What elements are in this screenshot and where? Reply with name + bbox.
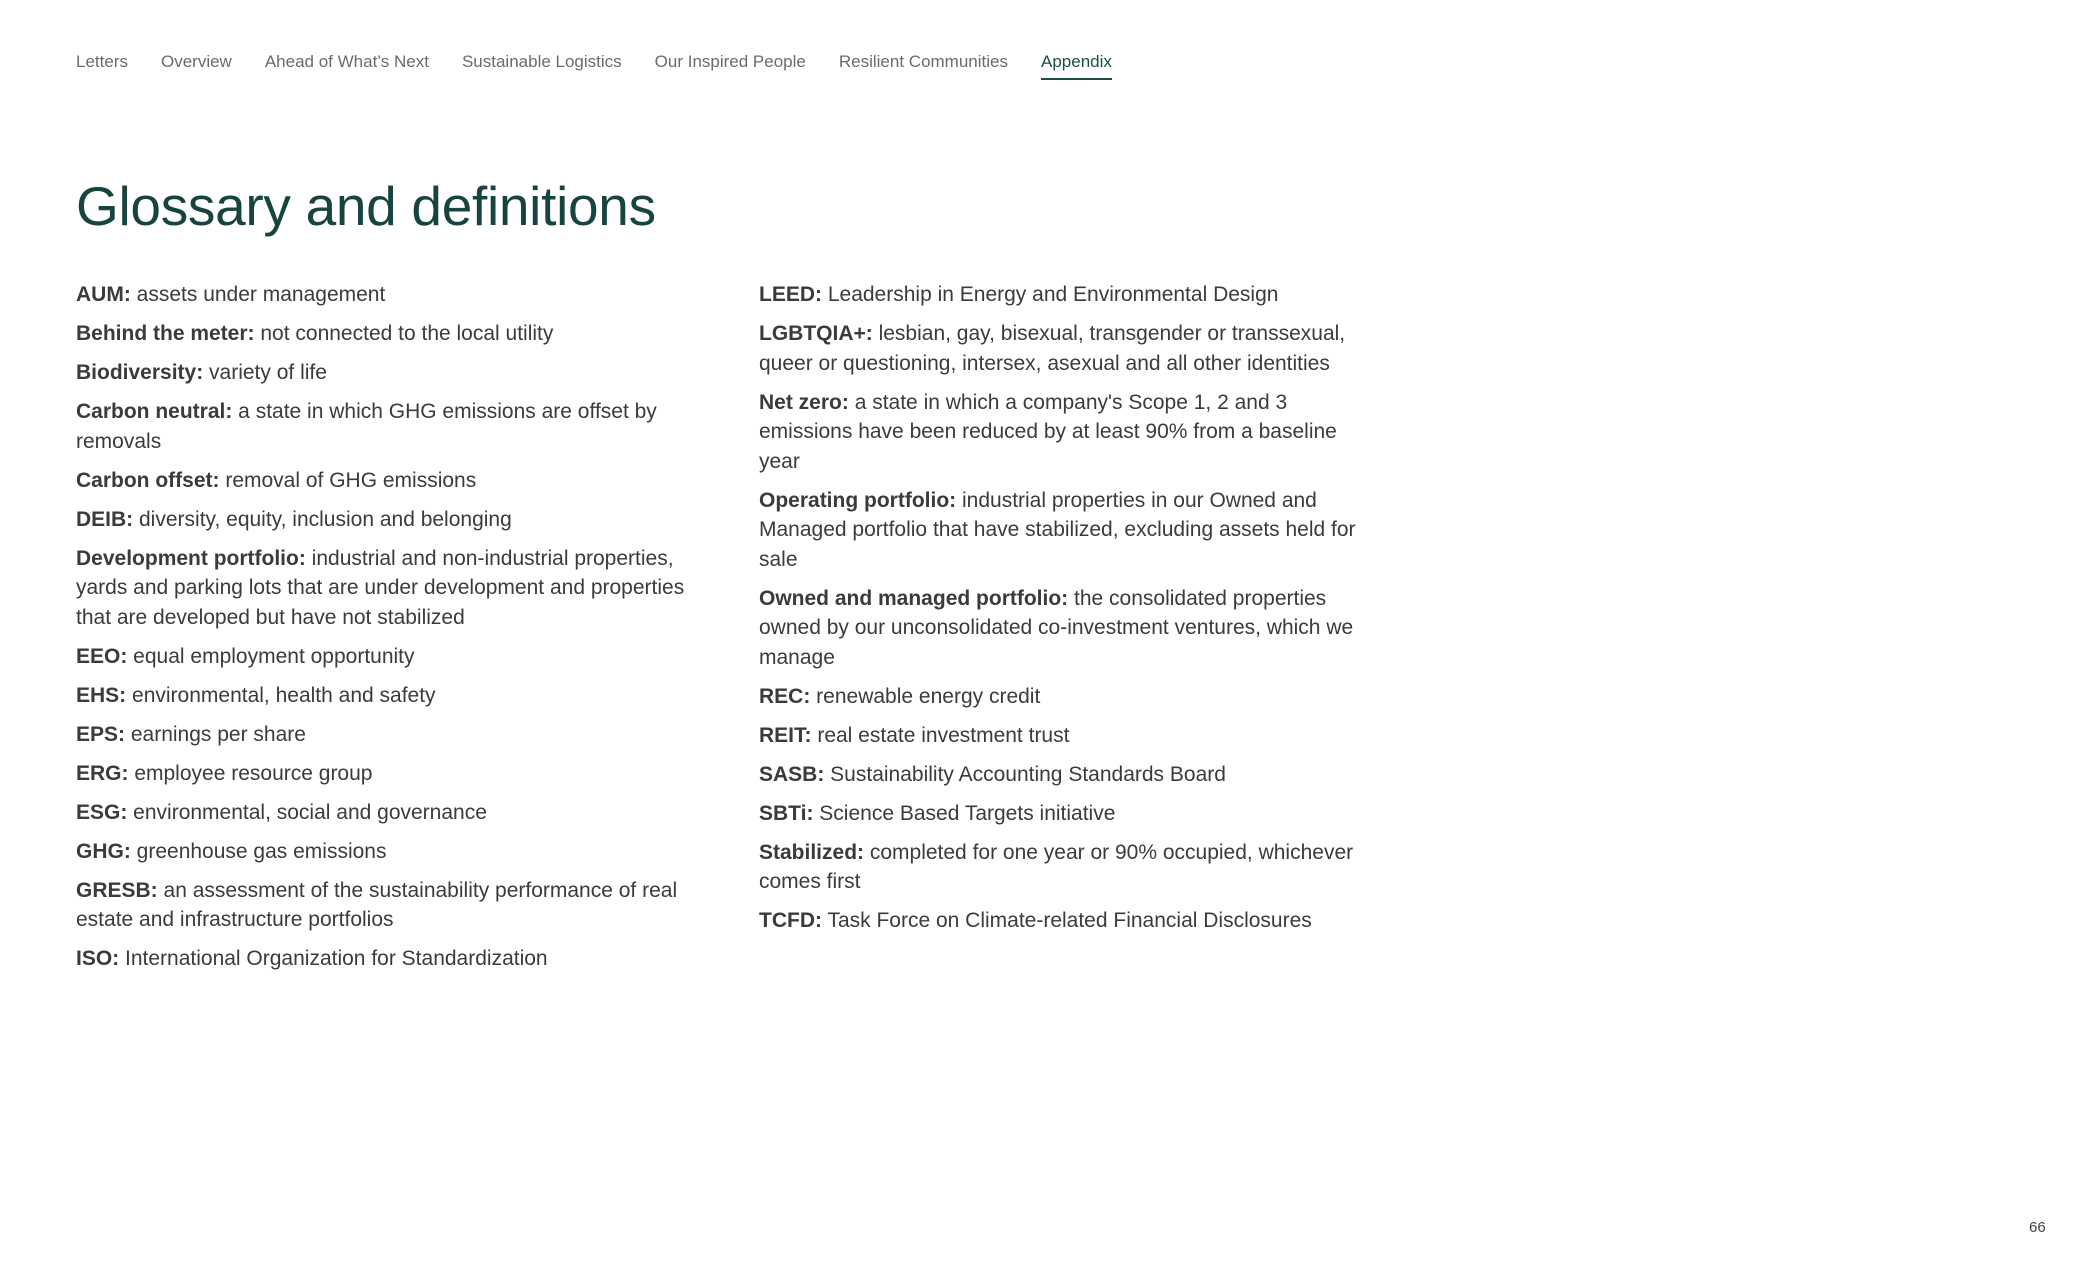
glossary-entry: [76, 544, 686, 633]
glossary-entry: [759, 721, 1374, 751]
glossary-definition: earnings per share: [125, 722, 306, 746]
glossary-entry: [76, 358, 686, 388]
section-nav: [76, 52, 1145, 80]
glossary-column-right: [759, 280, 1374, 945]
glossary-term: Net zero:: [759, 390, 849, 414]
glossary-definition: International Organization for Standardization: [119, 947, 548, 970]
glossary-definition: Leadership in Energy and Environmental Design: [822, 283, 1279, 306]
glossary-definition: not connected to the local utility: [254, 322, 554, 345]
glossary-entry: [76, 798, 686, 828]
glossary-term: Owned and managed portfolio:: [759, 586, 1069, 610]
glossary-definition: greenhouse gas emissions: [130, 839, 387, 863]
glossary-entry: [76, 759, 686, 789]
glossary-entry: [759, 838, 1374, 897]
glossary-term: SBTi:: [759, 801, 814, 825]
glossary-entry: [759, 280, 1374, 310]
glossary-definition: lesbian, gay, bisexual, transgender or transsexual, queer or questioning, intersex, asexual and all other identities: [759, 322, 1346, 375]
glossary-entry: [76, 505, 686, 535]
glossary-entry: [759, 760, 1374, 790]
glossary-term: DEIB:: [76, 507, 134, 531]
glossary-definition: completed for one year or 90% occupied, whichever comes first: [759, 840, 1354, 893]
glossary-entry: [76, 720, 686, 750]
glossary-column-left: [76, 280, 686, 983]
glossary-term: Stabilized:: [759, 840, 865, 864]
glossary-entry: [759, 799, 1374, 829]
nav-tab-our-inspired-people[interactable]: Our Inspired People: [654, 52, 806, 71]
glossary-term: EHS:: [76, 683, 127, 707]
glossary-definition: a state in which GHG emissions are offset by removals: [76, 400, 657, 453]
glossary-term: GHG:: [76, 839, 131, 863]
nav-tab-ahead-of-what-s-next[interactable]: Ahead of What’s Next: [264, 52, 429, 71]
glossary-entry: [76, 944, 686, 974]
glossary-term: Carbon offset:: [76, 468, 220, 492]
glossary-term: ESG:: [76, 800, 128, 824]
glossary-entry: [76, 876, 686, 935]
glossary-term: LGBTQIA+:: [759, 322, 873, 345]
glossary-term: EPS:: [76, 722, 126, 746]
glossary-entry: [76, 280, 686, 310]
glossary-term: EEO:: [76, 644, 128, 668]
nav-tab-sustainable-logistics[interactable]: Sustainable Logistics: [461, 52, 622, 71]
glossary-entry: [76, 681, 686, 711]
glossary-term: LEED:: [759, 283, 822, 306]
nav-tab-overview[interactable]: Overview: [160, 52, 232, 71]
page-number: 66: [2029, 1219, 2046, 1236]
glossary-definition: real estate investment trust: [811, 723, 1070, 747]
glossary-entry: [76, 466, 686, 496]
glossary-definition: the consolidated properties owned by our unconsolidated co-investment ventures, which we manage: [759, 586, 1354, 669]
glossary-entry: [759, 682, 1374, 712]
glossary-term: Operating portfolio:: [759, 488, 957, 512]
glossary-definition: industrial properties in our Owned and Managed portfolio that have stabilized, excluding assets held for sale: [759, 488, 1356, 571]
glossary-term: Behind the meter:: [76, 322, 255, 345]
glossary-term: ERG:: [76, 761, 129, 785]
glossary-definition: assets under management: [130, 283, 386, 306]
glossary-entry: [76, 642, 686, 672]
glossary-definition: renewable energy credit: [810, 684, 1041, 708]
glossary-definition: a state in which a company's Scope 1, 2 and 3 emissions have been reduced by at least 90% from a baseline year: [759, 390, 1337, 473]
glossary-definition: removal of GHG emissions: [219, 468, 477, 492]
glossary-entry: [759, 388, 1374, 477]
glossary-definition: variety of life: [203, 361, 327, 384]
glossary-entry: [759, 319, 1374, 378]
page-title: Glossary and definitions: [76, 175, 656, 237]
glossary-entry: [76, 319, 686, 349]
glossary-entry: [759, 584, 1374, 673]
glossary-term: ISO:: [76, 947, 120, 970]
glossary-term: SASB:: [759, 762, 825, 786]
glossary-term: Biodiversity:: [76, 361, 204, 384]
glossary-term: GRESB:: [76, 878, 158, 902]
glossary-term: Carbon neutral:: [76, 400, 233, 423]
glossary-entry: [759, 906, 1374, 936]
nav-tab-appendix[interactable]: Appendix: [1041, 52, 1112, 80]
nav-tab-resilient-communities[interactable]: Resilient Communities: [838, 52, 1008, 71]
glossary-definition: employee resource group: [128, 761, 373, 785]
glossary-definition: Task Force on Climate-related Financial Disclosures: [821, 909, 1312, 932]
glossary-term: TCFD:: [759, 909, 822, 932]
glossary-term: REIT:: [759, 723, 812, 747]
glossary-entry: [76, 397, 686, 456]
glossary-definition: diversity, equity, inclusion and belonging: [133, 507, 512, 531]
glossary-term: REC:: [759, 684, 811, 708]
glossary-definition: an assessment of the sustainability performance of real estate and infrastructure portfolios: [76, 878, 678, 931]
glossary-definition: environmental, social and governance: [127, 800, 487, 824]
nav-tab-letters[interactable]: Letters: [76, 52, 128, 71]
glossary-entry: [76, 837, 686, 867]
glossary-entry: [759, 486, 1374, 575]
glossary-definition: environmental, health and safety: [126, 683, 436, 707]
glossary-definition: Sustainability Accounting Standards Board: [824, 762, 1226, 786]
glossary-definition: Science Based Targets initiative: [813, 801, 1116, 825]
glossary-term: AUM:: [76, 283, 131, 306]
glossary-definition: industrial and non-industrial properties, yards and parking lots that are under development and properties that are developed but have not stabilized: [76, 546, 685, 629]
glossary-definition: equal employment opportunity: [127, 644, 415, 668]
glossary-term: Development portfolio:: [76, 546, 306, 570]
